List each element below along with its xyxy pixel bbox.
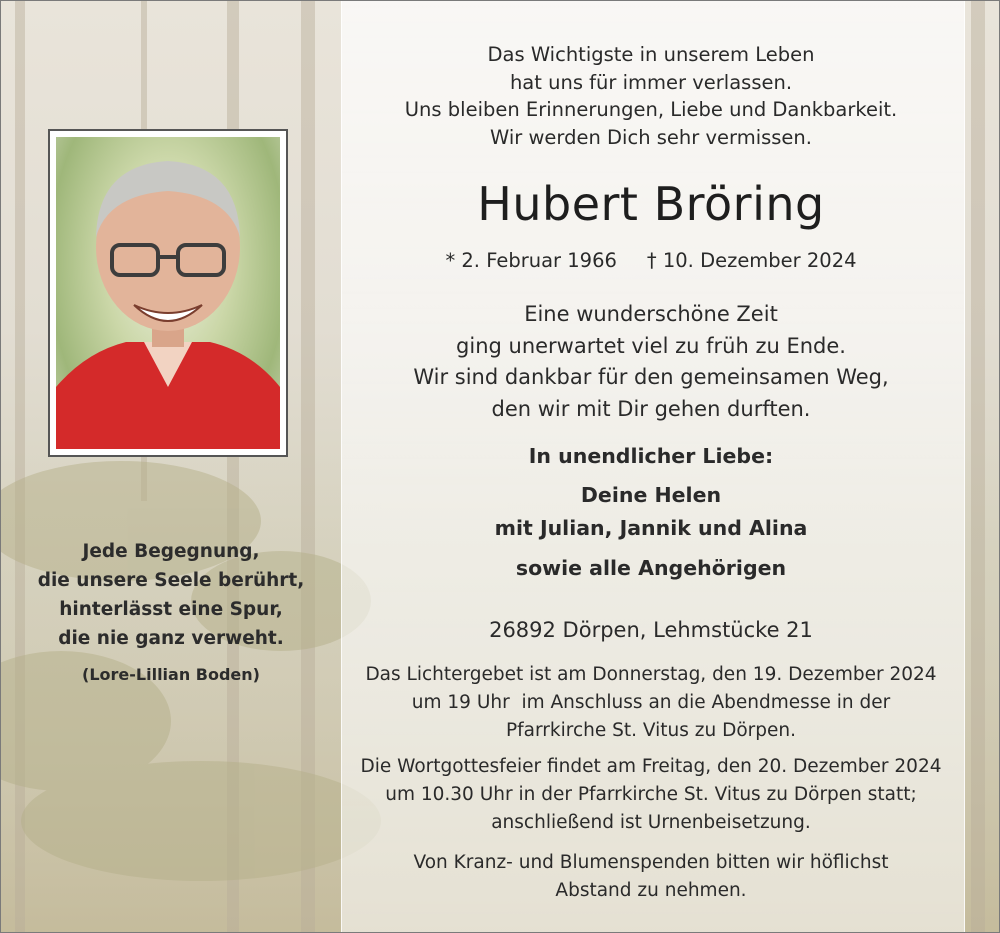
intro-text [341,41,961,151]
portrait-photo [56,137,280,449]
quote-source: (Lore-Lillian Boden) [82,665,260,684]
info-line: Von Kranz- und Blumenspenden bitten wir höflichst [413,852,889,873]
intro-line: Wir werden Dich sehr vermissen. [490,125,812,149]
deceased-name: Hubert Bröring [477,177,825,231]
address: 26892 Dörpen, Lehmstücke 21 [489,618,813,642]
mourners-heading: In unendlicher Liebe: [528,444,774,468]
quote-text [21,537,321,653]
mourners-line: sowie alle Angehörigen [515,556,787,580]
quote-line: hinterlässt eine Spur, [59,599,283,620]
prayer-info [341,661,961,745]
verse-line: den wir mit Dir gehen durften. [491,396,811,421]
intro-line: hat uns für immer verlassen. [509,70,793,94]
service-info [341,753,961,837]
verse-text [341,299,961,425]
mourners-block [341,441,961,583]
quote-line: Jede Begegnung, [82,541,260,562]
verse-line: Eine wunderschöne Zeit [524,302,778,326]
info-line: Abstand zu nehmen. [555,880,747,901]
info-line: um 10.30 Uhr in der Pfarrkirche St. Vitus zu Dörpen statt; [385,784,917,805]
verse-line: Wir sind dankbar für den gemeinsamen Weg, [413,365,889,389]
verse-line: ging unerwartet viel zu früh zu Ende. [456,333,846,358]
quote-line: die nie ganz verweht. [58,628,284,649]
quote-line: die unsere Seele berührt, [37,570,305,591]
intro-line: Das Wichtigste in unserem Leben [487,43,815,66]
intro-line: Uns bleiben Erinnerungen, Liebe und Dankbarkeit. [404,98,898,121]
flowers-note [341,849,961,905]
mourners-line: Deine Helen [580,483,722,507]
portrait-illustration [56,137,280,449]
info-line: Pfarrkirche St. Vitus zu Dörpen. [506,720,796,741]
info-line: Das Lichtergebet ist am Donnerstag, den 19. Dezember 2024 [365,664,937,685]
info-line: Die Wortgottesfeier findet am Freitag, den 20. Dezember 2024 [360,756,942,777]
info-line: um 19 Uhr im Anschluss an die Abendmesse in der [411,692,891,713]
death-date: † 10. Dezember 2024 [646,249,857,272]
portrait-frame [48,129,288,457]
info-line: anschließend ist Urnenbeisetzung. [491,812,811,833]
life-dates [341,247,961,275]
mourners-line: mit Julian, Jannik und Alina [494,516,808,540]
birth-date: * 2. Februar 1966 [445,249,617,272]
